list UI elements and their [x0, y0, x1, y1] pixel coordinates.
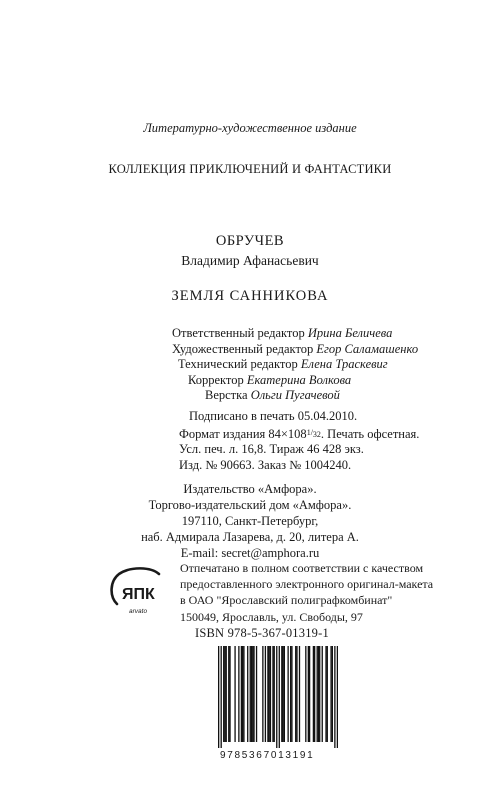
- barcode-bar: [291, 646, 292, 742]
- barcode-bar: [309, 646, 310, 742]
- credits-block: [172, 326, 418, 404]
- barcode-bar: [276, 646, 277, 748]
- publisher-line: 197110, Санкт-Петербург,: [181, 514, 319, 529]
- barcode-bar: [279, 646, 280, 748]
- print-info-block: [179, 409, 419, 473]
- barcode-bar: [318, 646, 319, 742]
- barcode-bar: [223, 646, 224, 742]
- barcode-bar: [332, 646, 333, 742]
- barcode-bar: [265, 646, 266, 742]
- barcode-bar: [228, 646, 229, 742]
- barcode-bar: [282, 646, 283, 742]
- barcode-bar: [229, 646, 230, 742]
- barcode-bar: [238, 646, 239, 742]
- barcode-bar: [262, 646, 263, 742]
- barcode-bar: [221, 646, 222, 748]
- barcode-bar: [327, 646, 328, 742]
- credit-name: Екатерина Волкова: [246, 372, 352, 387]
- credit-name: Егор Саламашенко: [316, 341, 419, 356]
- barcode-bar: [267, 646, 268, 742]
- barcode-bar: [224, 646, 225, 742]
- barcode-bar: [270, 646, 271, 742]
- credit-line: [178, 357, 418, 373]
- author-last-name: ОБРУЧЕВ: [215, 233, 285, 249]
- barcode-bar: [234, 646, 235, 742]
- barcode-bar: [243, 646, 244, 742]
- barcode-bar: [252, 646, 253, 742]
- barcode-bar: [253, 646, 254, 742]
- format-fraction: 1/32: [306, 427, 321, 439]
- barcode-bar: [226, 646, 227, 742]
- barcode-bar: [322, 646, 323, 742]
- format-prefix: Формат издания 84×108: [179, 426, 307, 441]
- barcode-bar: [218, 646, 219, 748]
- publisher-line: Издательство «Амфора».: [183, 482, 317, 496]
- printer-block: [180, 560, 433, 625]
- barcode-bar: [313, 646, 314, 742]
- publisher-block: [0, 481, 500, 561]
- barcode-bar: [319, 646, 320, 742]
- barcode-bar: [334, 646, 335, 748]
- printer-logo-icon: [107, 566, 167, 618]
- barcode-bar: [299, 646, 300, 742]
- printer-line: Отпечатано в полном соответствии с качеством: [180, 561, 424, 575]
- genre-line: Литературно-художественное издание: [143, 121, 357, 135]
- format-denominator: 32: [312, 429, 321, 439]
- barcode-bar: [281, 646, 282, 742]
- printer-logo: [107, 566, 167, 618]
- barcode-bar: [256, 646, 257, 742]
- barcode-bar: [295, 646, 296, 742]
- printer-line: 150049, Ярославль, ул. Свободы, 97: [180, 609, 363, 624]
- barcode-bar: [330, 646, 331, 742]
- credit-role: Ответственный редактор: [172, 326, 305, 340]
- collection-line: КОЛЛЕКЦИЯ ПРИКЛЮЧЕНИЙ И ФАНТАСТИКИ: [108, 162, 392, 176]
- barcode-bar: [251, 646, 252, 742]
- credit-name: Ирина Беличева: [307, 326, 393, 340]
- publisher-line: Торгово-издательский дом «Амфора».: [148, 498, 352, 513]
- credit-role: Художественный редактор: [172, 341, 314, 356]
- book-title: ЗЕМЛЯ САННИКОВА: [171, 288, 329, 304]
- barcode-bar: [337, 646, 338, 748]
- credit-line: [188, 373, 418, 389]
- barcode-icon: [218, 646, 338, 748]
- barcode-bar: [274, 646, 275, 742]
- credit-line: [205, 388, 418, 404]
- signed-date: Подписано в печать 05.04.2010.: [189, 409, 358, 423]
- barcode-bar: [296, 646, 297, 742]
- barcode-bar: [305, 646, 306, 742]
- publisher-email: E-mail: secret@amphora.ru: [180, 546, 320, 561]
- credit-name: Елена Траскевиг: [300, 357, 388, 372]
- sheets-line: Усл. печ. л. 16,8. Тираж 46 428 экз.: [179, 442, 364, 457]
- barcode-bar: [317, 646, 318, 742]
- barcode-bar: [325, 646, 326, 742]
- credit-line: [172, 342, 418, 358]
- credit-role: Технический редактор: [178, 357, 298, 372]
- isbn-line: ISBN 978-5-367-01319-1: [195, 626, 329, 640]
- credit-role: Корректор: [188, 372, 244, 387]
- printer-line: в ОАО "Ярославский полиграфкомбинат": [180, 593, 393, 608]
- format-numerator: 1: [306, 427, 311, 437]
- barcode-bar: [284, 646, 285, 742]
- barcode-bar: [308, 646, 309, 742]
- barcode-bar: [314, 646, 315, 742]
- credit-line: [172, 326, 418, 342]
- author-first-name: Владимир Афанасьевич: [181, 253, 319, 268]
- barcode-bar: [241, 646, 242, 742]
- order-line: Изд. № 90663. Заказ № 1004240.: [179, 457, 352, 472]
- credit-role: Верстка: [205, 388, 248, 403]
- barcode-bar: [272, 646, 273, 742]
- credit-name: Ольги Пугачевой: [250, 388, 340, 403]
- printer-logo-text: ЯПК: [122, 586, 155, 603]
- barcode-bar: [269, 646, 270, 742]
- barcode-bar: [290, 646, 291, 742]
- barcode-bar: [242, 646, 243, 742]
- barcode-digits: 9785367013191: [220, 750, 315, 761]
- publisher-line: наб. Адмирала Лазарева, д. 20, литера А.: [141, 530, 359, 545]
- barcode-bar: [247, 646, 248, 742]
- barcode-bar: [250, 646, 251, 742]
- format-suffix: . Печать офсетная.: [320, 426, 420, 441]
- printer-line: предоставленного электронного оригинал-макета: [180, 577, 434, 592]
- format-line: [179, 425, 419, 443]
- printer-logo-subtext: arvato: [129, 608, 148, 615]
- barcode-bar: [287, 646, 288, 742]
